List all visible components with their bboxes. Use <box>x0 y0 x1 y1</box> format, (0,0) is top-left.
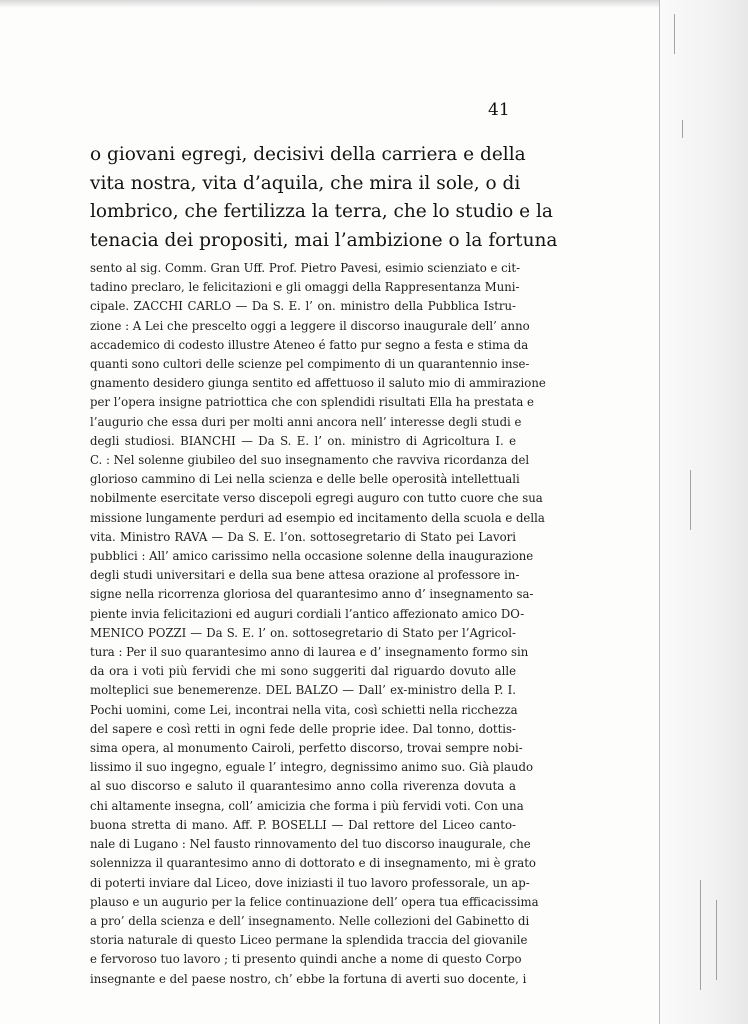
main-text-line: o giovani egregi, decisivi della carriera e della <box>90 144 526 165</box>
footnote-line: tadino preclaro, le felicitazioni e gli omaggi della Rappresentanza Muni- <box>90 280 520 295</box>
footnote-line: molteplici sue benemerenze. DEL BALZO — Dall’ ex-ministro della P. I. <box>90 683 516 698</box>
footnote-line: MENICO POZZI — Da S. E. l’ on. sottosegretario di Stato per l’Agricol- <box>90 625 516 640</box>
scan-top-shadow <box>0 0 748 8</box>
footnote-line: signe nella ricorrenza gloriosa del quarantesimo anno d’ insegnamento sa- <box>90 587 534 602</box>
footnote-line: glorioso cammino di Lei nella scienza e delle belle operosità intellettuali <box>90 472 520 487</box>
footnote-line: insegnante e del paese nostro, ch’ ebbe la fortuna di averti suo docente, i <box>90 971 527 986</box>
facing-page-edge <box>659 0 748 1024</box>
footnote-line: nale di Lugano : Nel fausto rinnovamento del tuo discorso inaugurale, che <box>90 837 531 852</box>
main-text-line: tenacia dei propositi, mai l’ambizione o la fortuna <box>90 229 558 251</box>
footnote-line: quanti sono cultori delle scienze pel compimento di un quarantennio inse- <box>90 357 530 372</box>
footnote-line: vita. Ministro RAVA — Da S. E. l’on. sottosegretario di Stato pei Lavori <box>90 529 516 544</box>
footnote-line: buona stretta di mano. Aff. P. BOSELLI — Dal rettore del Liceo canto- <box>90 817 516 832</box>
footnote-line: per l’opera insigne patriottica che con splendidi risultati Ella ha prestata e <box>90 395 534 410</box>
main-text-line: lombrico, che fertilizza la terra, che lo studio e la <box>90 201 553 222</box>
footnote-line: Pochi uomini, come Lei, incontrai nella vita, così schietti nella ricchezza <box>90 702 518 717</box>
footnote-line: del sapere e così retti in ogni fede delle proprie idee. Dal tonno, dottis- <box>90 721 516 736</box>
footnote-line: accademico di codesto illustre Ateneo é fatto pur segno a festa e stima da <box>90 337 529 352</box>
footnote-line: gnamento desidero giunga sentito ed affettuoso il saluto mio di ammirazione <box>90 376 546 391</box>
footnote-line: tura : Per il suo quarantesimo anno di laurea e d’ insegnamento formo sin <box>90 645 529 660</box>
footnote-line: l’augurio che essa duri per molti anni ancora nell’ interesse degli studi e <box>90 414 522 429</box>
page-number: 41 <box>488 100 510 120</box>
footnote-line: cipale. ZACCHI CARLO — Da S. E. l’ on. ministro della Pubblica Istru- <box>90 299 516 314</box>
footnote-line: chi altamente insegna, coll’ amicizia che forma i più fervidi voti. Con una <box>90 798 524 813</box>
footnote-line: e fervoroso tuo lavoro ; ti presento quindi anche a nome di questo Corpo <box>90 952 522 967</box>
footnote-line: al suo discorso e saluto il quarantesimo anno colla riverenza dovuta a <box>90 779 516 794</box>
page-edge-mark <box>716 900 717 980</box>
footnote-line: pubblici : All’ amico carissimo nella occasione solenne della inaugurazione <box>90 549 534 564</box>
footnote-line: lissimo il suo ingegno, eguale l’ integro, degnissimo animo suo. Già plaudo <box>90 760 534 775</box>
footnote-line: a pro’ della scienza e dell’ insegnamento. Nelle collezioni del Gabinetto di <box>90 913 530 928</box>
footnote-line: missione lungamente perduri ad esempio ed incitamento della scuola e della <box>90 510 545 525</box>
footnote-line: da ora i voti più fervidi che mi sono suggeriti dal riguardo dovuto alle <box>90 664 516 679</box>
main-text-line: vita nostra, vita d’aquila, che mira il sole, o di <box>90 172 521 194</box>
footnote-line: degli studi universitari e della sua bene attesa orazione al professore in- <box>90 568 520 583</box>
footnote-line: solennizza il quarantesimo anno di dottorato e di insegnamento, mi è grato <box>90 856 536 871</box>
footnote-line: di poterti inviare dal Liceo, dove iniziasti il tuo lavoro professorale, un ap- <box>90 875 530 890</box>
page-edge-mark <box>674 14 675 54</box>
page-edge-mark <box>682 120 683 138</box>
footnote-line: sima opera, al monumento Cairoli, perfetto discorso, trovai sempre nobi- <box>90 741 523 756</box>
footnote-block <box>90 259 546 989</box>
page-edge-mark <box>700 880 701 990</box>
footnote-line: degli studiosi. BIANCHI — Da S. E. l’ on. ministro di Agricoltura I. e <box>90 433 516 448</box>
footnote-line: zione : A Lei che prescelto oggi a leggere il discorso inaugurale dell’ anno <box>90 318 530 333</box>
footnote-line: plauso e un augurio per la felice continuazione dell’ opera tua efficacissima <box>90 894 539 909</box>
footnote-line: piente invia felicitazioni ed auguri cordiali l’antico affezionato amico DO- <box>90 606 525 621</box>
footnote-line: nobilmente esercitate verso discepoli egregi auguro con tutto cuore che sua <box>90 491 543 506</box>
page-edge-mark <box>690 470 691 530</box>
footnote-line: sento al sig. Comm. Gran Uff. Prof. Pietro Pavesi, esimio scienziato e cit- <box>90 261 521 275</box>
footnote-line: C. : Nel solenne giubileo del suo insegnamento che ravviva ricordanza del <box>90 453 530 468</box>
main-text-block <box>90 141 558 255</box>
footnote-line: storia naturale di questo Liceo permane la splendida traccia del giovanile <box>90 933 528 948</box>
